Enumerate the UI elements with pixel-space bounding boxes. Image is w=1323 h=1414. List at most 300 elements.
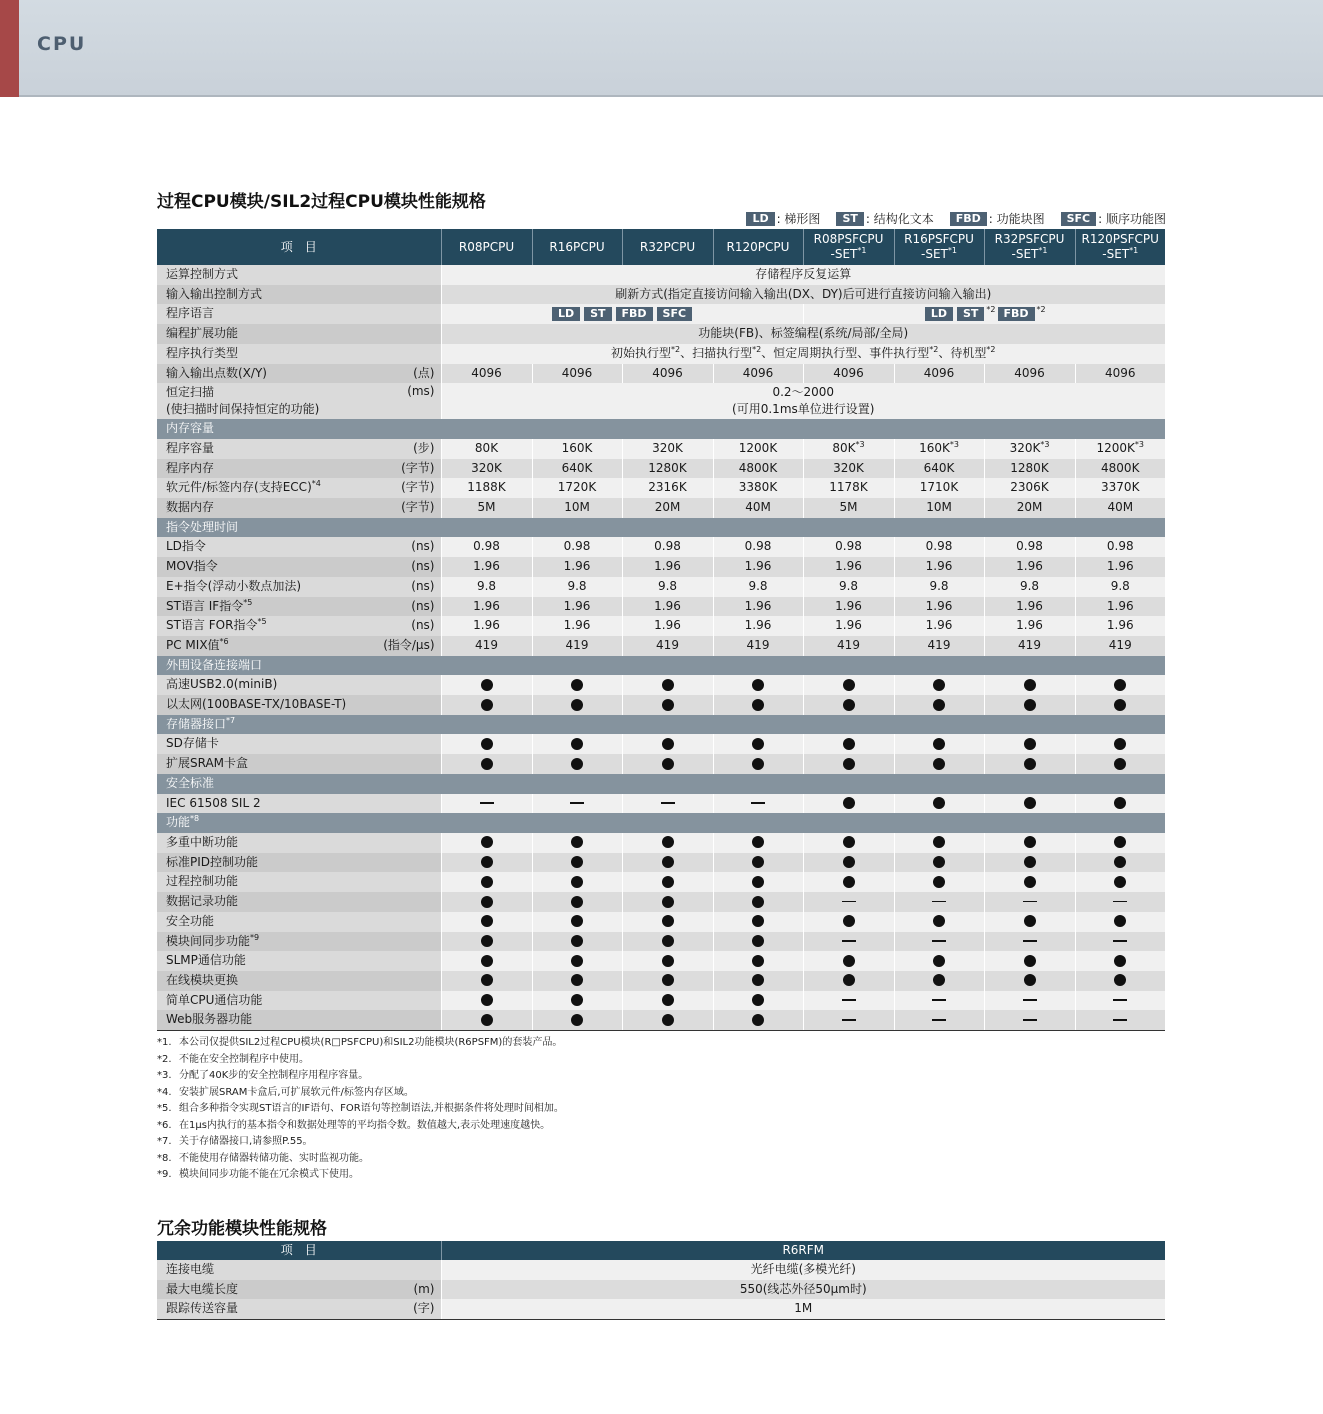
row-label [157, 364, 441, 384]
value-cell [894, 675, 984, 695]
lang-badge: ST [836, 212, 863, 226]
value-cell: $160K^{*3}$ [894, 439, 984, 459]
not-supported-dash [1023, 940, 1037, 942]
row-label [157, 1010, 441, 1030]
row-label [157, 971, 441, 991]
supported-dot [933, 915, 945, 927]
value-cell: 1188K [441, 478, 532, 498]
supported-dot [843, 679, 855, 691]
value-cell [441, 872, 532, 892]
value-cell [532, 695, 622, 715]
value-cell [894, 872, 984, 892]
table-row [157, 383, 1165, 419]
value-cell: $80K^{*3}$ [803, 439, 894, 459]
value-cell [894, 794, 984, 814]
supported-dot [481, 994, 493, 1006]
value-cell [894, 892, 984, 912]
value-cell: 20M [622, 498, 713, 518]
section-row [157, 518, 1165, 538]
row-label [157, 537, 441, 557]
value-cell [1075, 1010, 1165, 1030]
value-cell: 4800K [1075, 459, 1165, 479]
value-span: 初始执行型$^{*2}$、扫描执行型$^{*2}$、恒定周期执行型、事件执行型$^{*2}$、待机型$^{*2}$ [441, 344, 1165, 364]
column-suffix: -SET$^{*1}$ [921, 246, 957, 261]
table-row [157, 675, 1165, 695]
row-label [157, 794, 441, 814]
footnote-ref: *3 [949, 439, 959, 449]
supported-dot [662, 896, 674, 908]
lang-badge: ST [584, 307, 611, 321]
footnote-item [157, 1068, 564, 1085]
value-cell [803, 912, 894, 932]
value-line-2: (可用0.1ms单位进行设置) [732, 402, 875, 417]
lang-badge: ST [957, 307, 984, 321]
value-cell: 1.96 [894, 616, 984, 636]
footnote-text: 在1μs内执行的基本指令和数据处理等的平均指令数。数值越大,表示处理速度越快。 [179, 1119, 551, 1131]
table-row [157, 872, 1165, 892]
supported-dot [1024, 679, 1036, 691]
value-cell [894, 951, 984, 971]
row-unit: (步) [413, 440, 435, 455]
value-cell [532, 833, 622, 853]
row-label-text: 输入输出控制方式 [166, 286, 263, 301]
table-row [157, 304, 1165, 324]
row-label [157, 597, 441, 617]
value-cell: 9.8 [532, 577, 622, 597]
supported-dot [752, 876, 764, 888]
table2-column-header: R6RFM [441, 1241, 1165, 1260]
value-cell: 1.96 [894, 597, 984, 617]
value-cell [441, 971, 532, 991]
value-cell [622, 951, 713, 971]
value-cell: 320K [803, 459, 894, 479]
value-cell: 4096 [984, 364, 1075, 384]
value-cell [803, 853, 894, 873]
footnote-number: *5. [157, 1103, 172, 1114]
row-label [157, 734, 441, 754]
footnote-number: *9. [157, 1169, 172, 1180]
supported-dot [571, 836, 583, 848]
value-cell [894, 734, 984, 754]
value-cell [622, 833, 713, 853]
value-cell: 419 [803, 636, 894, 656]
value-cell [984, 892, 1075, 912]
value-cell [713, 951, 803, 971]
value-cell [803, 892, 894, 912]
value-cell: 1.96 [713, 616, 803, 636]
supported-dot [662, 915, 674, 927]
value-cell: 1.96 [532, 616, 622, 636]
value-cell [803, 794, 894, 814]
value-cell: 1710K [894, 478, 984, 498]
column-header [441, 229, 532, 265]
footnote-number: *8. [157, 1152, 172, 1164]
value-cell [532, 991, 622, 1011]
value-cell [441, 754, 532, 774]
not-supported-dash [1113, 999, 1127, 1001]
footnote-item [157, 1118, 564, 1135]
table2-value: 550(线芯外径50μm时) [441, 1280, 1165, 1300]
value-cell [1075, 991, 1165, 1011]
supported-dot [481, 955, 493, 967]
lang-badge: LD [925, 307, 953, 321]
value-cell [984, 932, 1075, 952]
row-unit: (m) [413, 1281, 435, 1296]
section-row [157, 774, 1165, 794]
column-header [894, 229, 984, 265]
value-cell [1075, 675, 1165, 695]
value-cell: 80K [441, 439, 532, 459]
footnote-ref: *5 [257, 617, 267, 627]
column-model: R32PSFCPU [994, 232, 1065, 246]
value-cell [532, 675, 622, 695]
value-cell [622, 794, 713, 814]
supported-dot [571, 994, 583, 1006]
value-cell: 1.96 [532, 557, 622, 577]
row-label [157, 754, 441, 774]
supported-dot [843, 738, 855, 750]
supported-dot [752, 836, 764, 848]
supported-dot [481, 876, 493, 888]
supported-dot [1114, 836, 1126, 848]
value-cell [532, 734, 622, 754]
value-cell: 419 [894, 636, 984, 656]
row-label [157, 833, 441, 853]
value-cell: 3370K [1075, 478, 1165, 498]
footnote-ref: *6 [219, 636, 229, 646]
supported-dot [481, 856, 493, 868]
footnote-ref: *3 [1134, 439, 1144, 449]
row-label-text: 安全功能 [166, 913, 215, 928]
value-cell [622, 971, 713, 991]
language-badges-standard [441, 304, 803, 324]
footnote-item [157, 1134, 564, 1151]
footnote-ref: *3 [855, 439, 865, 449]
row-label [157, 478, 441, 498]
footnote-ref: *2 [986, 344, 996, 354]
value-cell: 2306K [984, 478, 1075, 498]
not-supported-dash [1113, 901, 1127, 903]
column-header [622, 229, 713, 265]
table-row [157, 324, 1165, 344]
supported-dot [843, 915, 855, 927]
row-label [157, 557, 441, 577]
value-cell [984, 971, 1075, 991]
value-cell [1075, 932, 1165, 952]
value-cell: 1.96 [622, 557, 713, 577]
legend-item [834, 210, 933, 227]
footnote-ref: *4 [311, 479, 321, 489]
supported-dot [752, 738, 764, 750]
footnote-ref: *1 [947, 246, 957, 255]
lang-badge: LD [552, 307, 580, 321]
column-model: R120PSFCPU [1081, 232, 1159, 246]
row-label-text: 过程控制功能 [166, 874, 239, 889]
row-label [157, 383, 441, 419]
supported-dot [571, 876, 583, 888]
row-label-text: 恒定扫描 [166, 385, 215, 400]
value-cell: 9.8 [622, 577, 713, 597]
column-header [1075, 229, 1165, 265]
column-suffix: -SET$^{*1}$ [830, 246, 867, 261]
supported-dot [662, 699, 674, 711]
value-cell [894, 971, 984, 991]
row-label-text: SD存储卡 [166, 736, 219, 751]
row-label [157, 304, 441, 324]
row-unit: (ns) [411, 559, 435, 574]
value-cell [803, 833, 894, 853]
not-supported-dash [1113, 940, 1127, 942]
supported-dot [1024, 915, 1036, 927]
row-label-text: SLMP通信功能 [166, 953, 246, 968]
value-cell [803, 734, 894, 754]
value-cell [441, 932, 532, 952]
footnote-text: 不能在安全控制程序中使用。 [179, 1053, 309, 1065]
supported-dot [662, 1014, 674, 1026]
row-label [157, 1299, 441, 1319]
cpu-spec-table [157, 229, 1165, 1031]
supported-dot [933, 797, 945, 809]
value-cell: 4096 [532, 364, 622, 384]
value-cell [984, 1010, 1075, 1030]
value-cell: 1.96 [1075, 616, 1165, 636]
row-label-text-2: (使扫描时间保持恒定的功能) [166, 402, 320, 417]
value-cell [713, 1010, 803, 1030]
value-cell [622, 1010, 713, 1030]
value-cell [441, 951, 532, 971]
value-cell [894, 754, 984, 774]
lang-badge: LD [746, 212, 774, 226]
row-label-text: 高速USB2.0(miniB) [166, 677, 278, 692]
value-cell [894, 695, 984, 715]
table-row [157, 616, 1165, 636]
column-model: R120PCPU [726, 239, 790, 254]
value-cell: 4096 [803, 364, 894, 384]
table-row [157, 991, 1165, 1011]
row-label-text: 程序语言 [166, 306, 215, 321]
row-unit: (ns) [411, 539, 435, 554]
legend-item [948, 210, 1045, 227]
table-row [157, 892, 1165, 912]
value-cell: 1280K [622, 459, 713, 479]
row-label-text: IEC 61508 SIL 2 [166, 795, 261, 810]
value-cell [622, 892, 713, 912]
table-item-header: 项 目 [157, 229, 441, 265]
supported-dot [571, 758, 583, 770]
column-model: R16PSFCPU [904, 232, 974, 246]
supported-dot [662, 935, 674, 947]
supported-dot [752, 955, 764, 967]
value-cell: 9.8 [984, 577, 1075, 597]
table2-row [157, 1299, 1165, 1319]
value-cell [803, 951, 894, 971]
value-cell [1075, 833, 1165, 853]
supported-dot [933, 836, 945, 848]
supported-dot [662, 679, 674, 691]
supported-dot [752, 915, 764, 927]
value-cell [441, 892, 532, 912]
value-cell [713, 991, 803, 1011]
table-row [157, 794, 1165, 814]
footnote-text: 安装扩展SRAM卡盒后,可扩展软元件/标签内存区域。 [179, 1086, 414, 1098]
row-label-text: 输入输出点数(X/Y) [166, 365, 267, 380]
value-cell [441, 1010, 532, 1030]
value-cell: 1.96 [894, 557, 984, 577]
row-label [157, 616, 441, 636]
section-label: 安全标准 [157, 774, 1165, 794]
supported-dot [662, 955, 674, 967]
row-label [157, 695, 441, 715]
supported-dot [481, 974, 493, 986]
value-cell [622, 675, 713, 695]
supported-dot [1114, 738, 1126, 750]
row-label-text: 连接电缆 [166, 1262, 215, 1276]
value-cell [894, 1010, 984, 1030]
value-cell [803, 675, 894, 695]
section-row [157, 656, 1165, 676]
value-cell: 5M [441, 498, 532, 518]
row-label [157, 932, 441, 952]
value-cell [532, 754, 622, 774]
supported-dot [752, 856, 764, 868]
supported-dot [933, 738, 945, 750]
table2-value: 1M [441, 1299, 1165, 1319]
value-cell [894, 991, 984, 1011]
table-row [157, 853, 1165, 873]
supported-dot [571, 955, 583, 967]
footnote-text: 关于存储器接口,请参照P.55。 [179, 1136, 313, 1147]
value-cell: 419 [622, 636, 713, 656]
value-cell: 1.96 [622, 616, 713, 636]
table-row [157, 734, 1165, 754]
value-cell: 419 [1075, 636, 1165, 656]
row-label [157, 1280, 441, 1300]
legend-text: : 功能块图 [988, 212, 1045, 226]
supported-dot [481, 935, 493, 947]
row-label-text: MOV指令 [166, 559, 218, 574]
value-cell [441, 734, 532, 754]
value-cell [803, 991, 894, 1011]
supported-dot [933, 955, 945, 967]
column-suffix: -SET$^{*1}$ [1102, 246, 1139, 261]
value-cell [984, 695, 1075, 715]
row-label-text: 程序容量 [166, 440, 215, 455]
supported-dot [1114, 699, 1126, 711]
value-cell [441, 912, 532, 932]
value-cell: 419 [532, 636, 622, 656]
value-cell [532, 912, 622, 932]
section-label: 外围设备连接端口 [157, 656, 1165, 676]
table-row [157, 557, 1165, 577]
value-cell [894, 853, 984, 873]
value-cell [713, 872, 803, 892]
table-row [157, 265, 1165, 285]
row-label [157, 991, 441, 1011]
row-label [157, 324, 441, 344]
table2-row [157, 1260, 1165, 1280]
not-supported-dash [842, 999, 856, 1001]
footnote-text: 分配了40K步的安全控制程序用程序容量。 [179, 1070, 369, 1081]
table-row [157, 344, 1165, 364]
supported-dot [662, 738, 674, 750]
redundant-spec-table [157, 1241, 1165, 1320]
footnote-ref: *2 [986, 305, 996, 315]
table-row [157, 754, 1165, 774]
legend-item [744, 210, 820, 227]
value-cell: 419 [713, 636, 803, 656]
value-cell: 1.96 [1075, 597, 1165, 617]
value-cell: 40M [713, 498, 803, 518]
row-unit: (ns) [411, 598, 435, 613]
not-supported-dash [842, 901, 856, 903]
table-row [157, 285, 1165, 305]
table-row [157, 971, 1165, 991]
supported-dot [481, 1014, 493, 1026]
value-cell [984, 991, 1075, 1011]
value-cell: 4096 [713, 364, 803, 384]
value-cell [1075, 971, 1165, 991]
table-row [157, 833, 1165, 853]
value-cell [1075, 853, 1165, 873]
row-label-text: LD指令 [166, 539, 206, 554]
value-cell [1075, 754, 1165, 774]
footnote-text: 本公司仅提供SIL2过程CPU模块(R□PSFCPU)和SIL2功能模块(R6PSFM)的套装产品。 [179, 1037, 563, 1048]
supported-dot [1114, 856, 1126, 868]
supported-dot [1024, 876, 1036, 888]
column-model: R16PCPU [549, 239, 605, 254]
value-cell [622, 734, 713, 754]
row-label-text: 运算控制方式 [166, 267, 239, 281]
value-cell [984, 754, 1075, 774]
column-suffix: -SET$^{*1}$ [1011, 246, 1048, 261]
value-cell [984, 833, 1075, 853]
footnote-item [157, 1085, 564, 1102]
value-cell: 9.8 [894, 577, 984, 597]
table-row [157, 478, 1165, 498]
supported-dot [752, 699, 764, 711]
value-cell [532, 1010, 622, 1030]
table-row [157, 912, 1165, 932]
row-label-text: ST语言 FOR指令$^{*5}$ [166, 617, 267, 633]
row-label-text: 多重中断功能 [166, 834, 239, 849]
value-cell [713, 892, 803, 912]
value-cell [622, 754, 713, 774]
value-cell: 640K [532, 459, 622, 479]
row-label-text: 以太网(100BASE-TX/10BASE-T) [166, 697, 347, 712]
supported-dot [1024, 856, 1036, 868]
row-label [157, 853, 441, 873]
value-cell: 40M [1075, 498, 1165, 518]
value-cell [532, 872, 622, 892]
value-line: 0.2～2000 [772, 385, 835, 400]
footnote-number: *4. [157, 1086, 172, 1098]
supported-dot [481, 896, 493, 908]
supported-dot [481, 915, 493, 927]
lang-badge: FBD [950, 212, 987, 226]
row-label-text: 数据内存 [166, 500, 215, 515]
column-header [803, 229, 894, 265]
legend-item [1059, 210, 1166, 227]
supported-dot [752, 758, 764, 770]
value-cell: 1200K [713, 439, 803, 459]
value-cell [803, 872, 894, 892]
footnote-text: 模块间同步功能不能在冗余模式下使用。 [179, 1169, 359, 1180]
row-label [157, 285, 441, 305]
value-cell [984, 872, 1075, 892]
value-cell [713, 853, 803, 873]
table-row [157, 459, 1165, 479]
value-cell: 419 [984, 636, 1075, 656]
